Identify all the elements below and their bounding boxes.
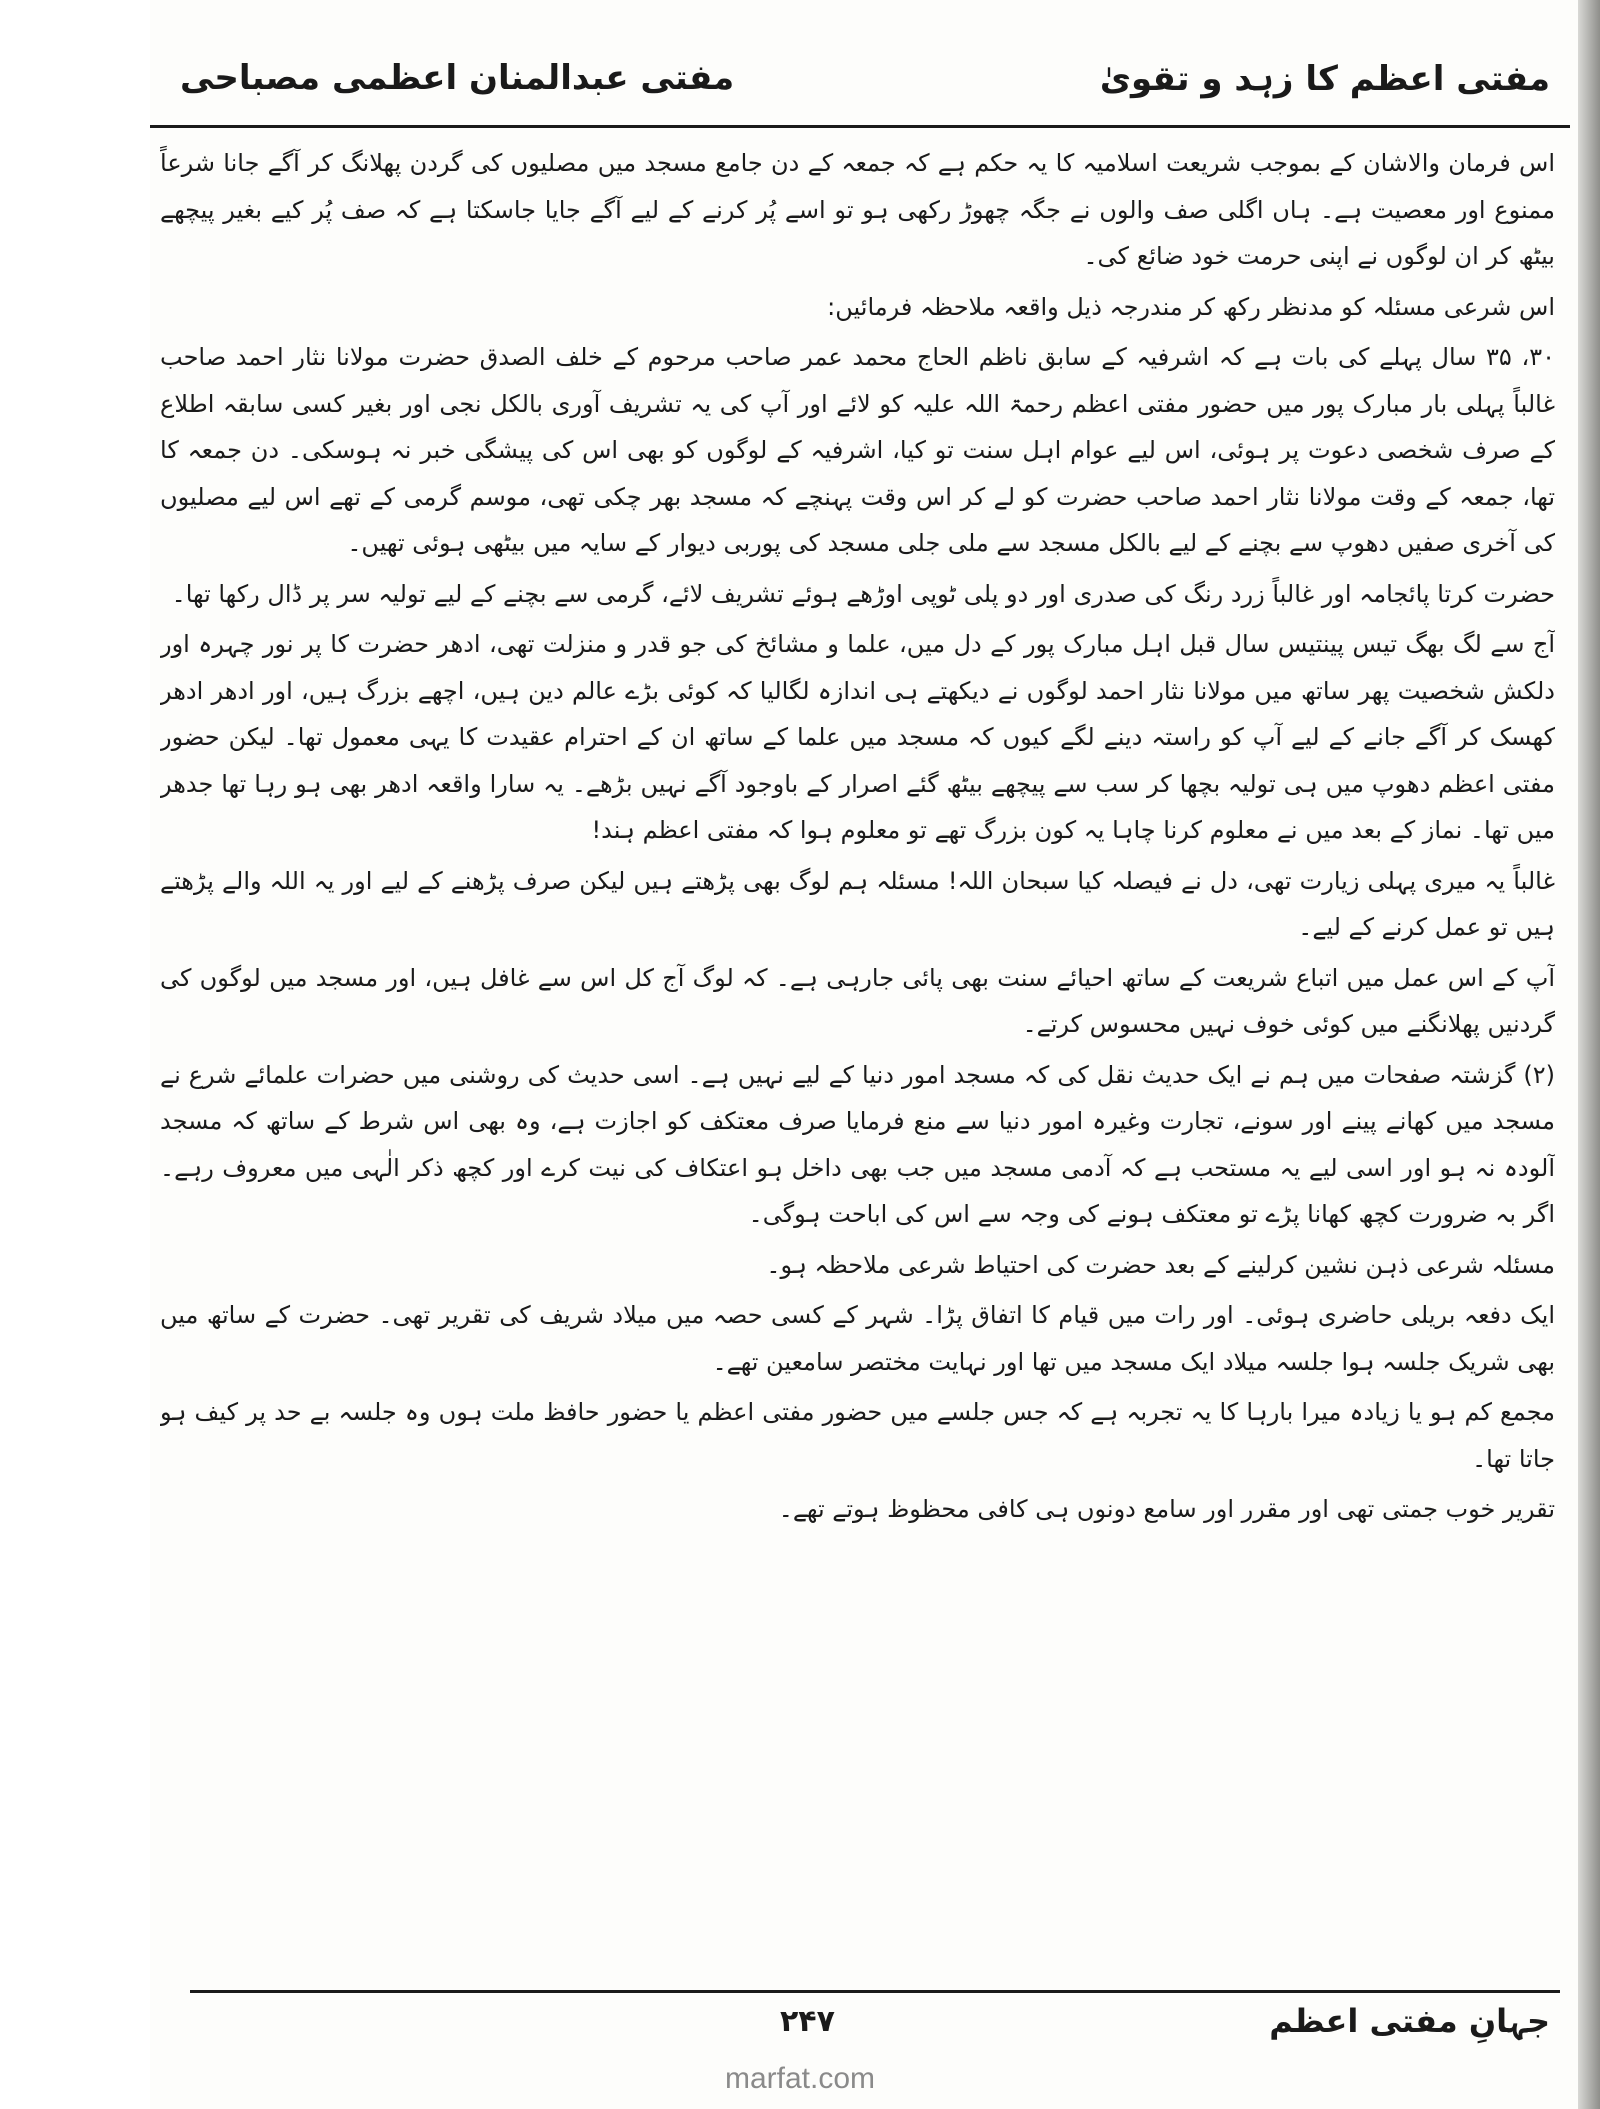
paragraph: ۳۰، ۳۵ سال پہلے کی بات ہے کہ اشرفیہ کے سابق ناظم الحاج محمد عمر صاحب مرحوم کے خلف الصدق حضرت مولانا نثار احمد صاحب غالباً پہلی بار مبارک پور میں حضور مفتی اعظم رحمۃ اللہ علیہ کو لائے اور آپ کی یہ تشریف آوری بالکل نجی اور بغیر کسی سابقہ اطلاع کے صرف شخصی دعوت پر ہوئی، اس لیے عوام اہل سنت تو کیا، اشرفیہ کے لوگوں کو بھی اس کی پیشگی خبر نہ ہوسکی۔ دن جمعہ کا تھا، جمعہ کے وقت مولانا نثار احمد صاحب حضرت کو لے کر اس وقت پہنچے کہ مسجد بھر چکی تھی، موسم گرمی کے تھے اس لیے مصلیوں کی آخری صفیں دھوپ سے بچنے کے لیے بالکل مسجد سے ملی جلی مسجد کی پوربی دیوار کے سایہ میں بیٹھی ہوئی تھیں۔ bbox=[160, 343, 1555, 557]
page-footer bbox=[180, 1998, 1560, 2058]
paragraph: آج سے لگ بھگ تیس پینتیس سال قبل اہل مبارک پور کے دل میں، علما و مشائخ کی جو قدر و منزلت تھی، ادھر حضرت کا پر نور چہرہ اور دلکش شخصیت پھر ساتھ میں مولانا نثار احمد لوگوں نے دیکھتے ہی اندازہ لگالیا کہ کوئی بڑے عالم دین ہیں، اچھے بزرگ ہیں، اور ادھر ادھر کھسک کر آگے جانے کے لیے آپ کو راستہ دینے لگے کیوں کہ مسجد میں علما کے ساتھ ان کے احترام عقیدت کا یہی معمول تھا۔ لیکن حضور مفتی اعظم دھوپ میں ہی تولیہ بچھا کر سب سے پیچھے بیٹھ گئے اصرار کے باوجود آگے نہیں بڑھے۔ یہ سارا واقعہ ادھر بھی ہو رہا تھا جدھر میں تھا۔ نماز کے بعد میں نے معلوم کرنا چاہا یہ کون بزرگ تھے تو معلوم ہوا کہ مفتی اعظم ہند! bbox=[160, 630, 1555, 844]
paragraph: مجمع کم ہو یا زیادہ میرا بارہا کا یہ تجربہ ہے کہ جس جلسے میں حضور مفتی اعظم یا حضور حافظ ملت ہوں وہ جلسہ بے حد پر کیف ہو جاتا تھا۔ bbox=[160, 1398, 1555, 1473]
paragraph: مسئلہ شرعی ذہن نشین کرلینے کے بعد حضرت کی احتیاط شرعی ملاحظہ ہو۔ bbox=[766, 1250, 1555, 1279]
page-number: ۲۴۷ bbox=[780, 2004, 835, 2039]
paragraph: اس شرعی مسئلہ کو مدنظر رکھ کر مندرجہ ذیل واقعہ ملاحظہ فرمائیں: bbox=[827, 292, 1555, 321]
header-divider bbox=[150, 125, 1570, 128]
paragraph: (۲) گزشتہ صفحات میں ہم نے ایک حدیث نقل کی کہ مسجد امور دنیا کے لیے نہیں ہے۔ اسی حدیث کی روشنی میں حضرات علمائے شرع نے مسجد میں کھانے پینے اور سونے، تجارت وغیرہ امور دنیا سے منع فرمایا صرف معتکف کو اجازت ہے، وہ بھی اس شرط کے ساتھ کہ مسجد آلودہ نہ ہو اور اسی لیے یہ مستحب ہے کہ آدمی مسجد میں جب بھی داخل ہو اعتکاف کی نیت کرے اور کچھ ذکر الٰہی میں معروف رہے۔ اگر بہ ضرورت کچھ کھانا پڑے تو معتکف ہونے کی وجہ سے اس کی اباحت ہوگی۔ bbox=[160, 1060, 1555, 1228]
body-text bbox=[160, 140, 1555, 1950]
paragraph: حضرت کرتا پائجامہ اور غالباً زرد رنگ کی صدری اور دو پلی ٹوپی اوڑھے ہوئے تشریف لائے، گرمی سے بچنے کے لیے تولیہ سر پر ڈال رکھا تھا۔ bbox=[171, 579, 1555, 608]
chapter-title: مفتی اعظم کا زہد و تقویٰ bbox=[1099, 59, 1550, 99]
paragraph: تقریر خوب جمتی تھی اور مقرر اور سامع دونوں ہی کافی محظوظ ہوتے تھے۔ bbox=[778, 1495, 1555, 1523]
paragraph: آپ کے اس عمل میں اتباع شریعت کے ساتھ احیائے سنت بھی پائی جارہی ہے۔ کہ لوگ آج کل اس سے غافل ہیں، اور مسجد میں لوگوں کی گردنیں پھلانگنے میں کوئی خوف نہیں محسوس کرتے۔ bbox=[160, 963, 1555, 1038]
book-spine-shadow bbox=[1578, 0, 1600, 2109]
scan-margin-left bbox=[0, 0, 150, 2109]
paragraph: غالباً یہ میری پہلی زیارت تھی، دل نے فیصلہ کیا سبحان اللہ! مسئلہ ہم لوگ بھی پڑھتے ہیں لیکن صرف پڑھنے کے لیے اور یہ اللہ والے پڑھتے ہیں تو عمل کرنے کے لیے۔ bbox=[160, 866, 1555, 941]
book-title: جہانِ مفتی اعظم bbox=[1269, 2002, 1550, 2040]
paragraph: ایک دفعہ بریلی حاضری ہوئی۔ اور رات میں قیام کا اتفاق پڑا۔ شہر کے کسی حصہ میں میلاد شریف کی تقریر تھی۔ حضرت کے ساتھ میں بھی شریک جلسہ ہوا جلسہ میلاد ایک مسجد میں تھا اور نہایت مختصر سامعین تھے۔ bbox=[160, 1301, 1555, 1376]
author-name: مفتی عبدالمنان اعظمی مصباحی bbox=[180, 58, 735, 98]
paragraph: اس فرمان والاشان کے بموجب شریعت اسلامیہ کا یہ حکم ہے کہ جمعہ کے دن جامع مسجد میں مصلیوں کی گردن پھلانگ کر آگے جانا شرعاً ممنوع اور معصیت ہے۔ ہاں اگلی صف والوں نے جگہ چھوڑ رکھی ہو تو اسے پُر کرنے کے لیے آگے جایا جاسکتا ہے کہ صف پُر کیے بغیر پیچھے بیٹھ کر ان لوگوں نے اپنی حرمت خود ضائع کی۔ bbox=[160, 149, 1555, 270]
footer-divider bbox=[190, 1990, 1560, 1993]
watermark: marfat.com bbox=[724, 2062, 876, 2095]
page-header bbox=[140, 40, 1570, 130]
